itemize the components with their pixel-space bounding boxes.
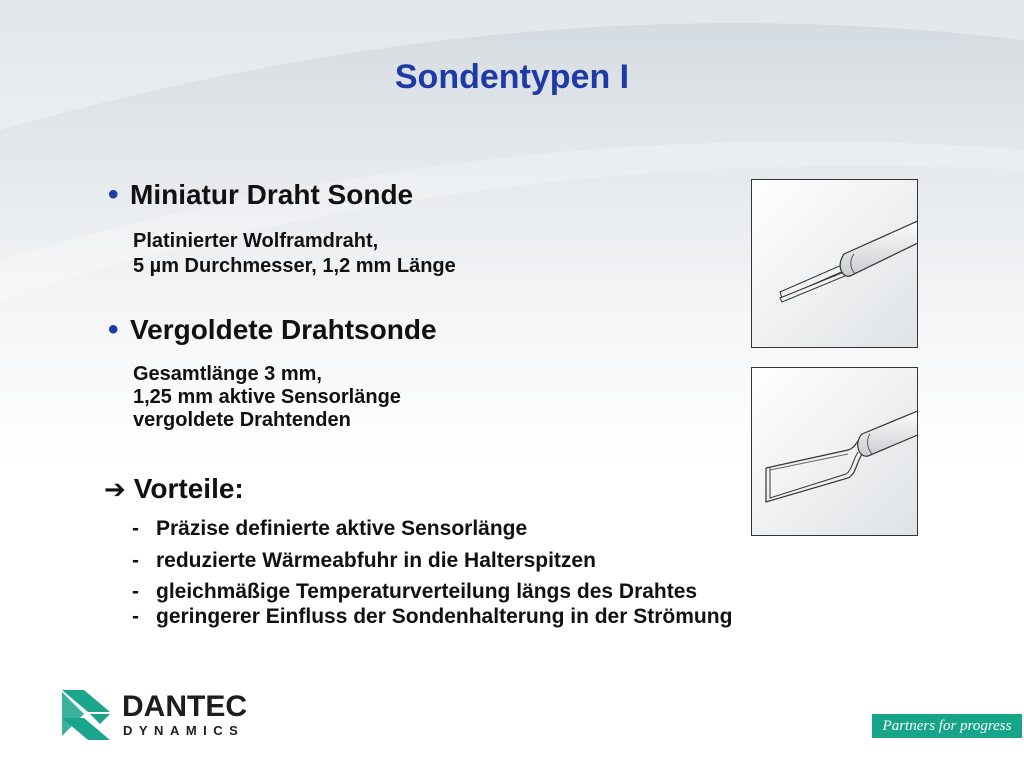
advantages-heading bbox=[104, 473, 244, 505]
page-title: Sondentypen I bbox=[394, 58, 630, 96]
advantage-item: - Präzise definierte aktive Sensorlänge bbox=[132, 517, 528, 540]
advantage-text: Präzise definierte aktive Sensorlänge bbox=[156, 517, 528, 540]
bullet-detail: 1,25 mm aktive Sensorlänge bbox=[133, 386, 401, 408]
bullet-heading: Vergoldete Drahtsonde bbox=[130, 314, 437, 345]
miniature-wire-probe-figure bbox=[751, 179, 918, 348]
bullet-gold-probe bbox=[108, 313, 437, 347]
advantages-heading-text: Vorteile: bbox=[133, 473, 244, 504]
brand-name: DANTEC bbox=[122, 690, 247, 723]
advantage-text: reduzierte Wärmeabfuhr in die Halterspitzen bbox=[156, 549, 596, 572]
bullet-dot-icon: • bbox=[108, 313, 119, 346]
advantage-text: gleichmäßige Temperaturverteilung längs des Drahtes bbox=[156, 580, 698, 603]
advantage-item: - geringerer Einfluss der Sondenhalterung in der Strömung bbox=[132, 605, 733, 628]
bullet-detail: Platinierter Wolframdraht, bbox=[133, 230, 379, 252]
advantage-text: geringerer Einfluss der Sondenhalterung in der Strömung bbox=[156, 605, 733, 628]
bullet-detail: 5 µm Durchmesser, 1,2 mm Länge bbox=[133, 255, 456, 277]
tagline-badge: Partners for progress bbox=[872, 714, 1022, 738]
bullet-detail: vergoldete Drahtenden bbox=[133, 409, 351, 431]
arrow-right-icon: ➔ bbox=[104, 474, 126, 504]
gold-plated-wire-probe-figure bbox=[751, 367, 918, 536]
bullet-heading: Miniatur Draht Sonde bbox=[130, 179, 414, 210]
advantage-item: - reduzierte Wärmeabfuhr in die Halterspitzen bbox=[132, 549, 596, 572]
dantec-logo-icon bbox=[62, 690, 112, 740]
brand-subname: DYNAMICS bbox=[123, 723, 245, 738]
advantage-item: - gleichmäßige Temperaturverteilung längs des Drahtes bbox=[132, 580, 698, 603]
bullet-detail: Gesamtlänge 3 mm, bbox=[133, 363, 322, 385]
bullet-miniature-probe bbox=[108, 178, 413, 212]
bullet-dot-icon: • bbox=[108, 178, 119, 211]
